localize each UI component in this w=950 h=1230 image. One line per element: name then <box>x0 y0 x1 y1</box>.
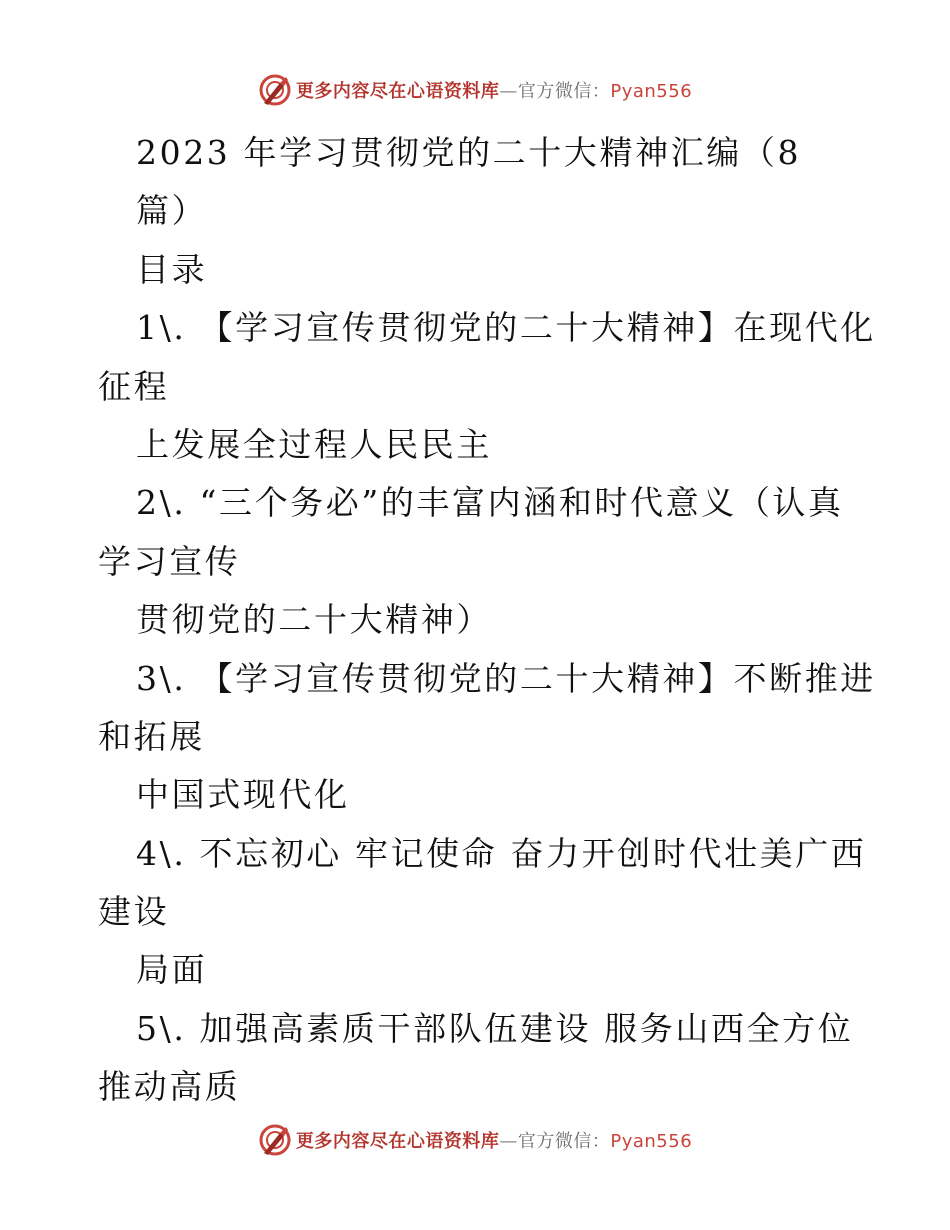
document-body <box>98 124 876 1117</box>
toc-item-5-line-1: 5\. 加强高素质干部队伍建设 服务山西全方位 <box>136 1008 854 1048</box>
toc-item-3-line-3: 中国式现代化 <box>136 775 350 815</box>
toc-heading: 目录 <box>136 249 208 289</box>
toc-item-1-line-3: 上发展全过程人民民主 <box>136 424 492 464</box>
pen-logo-icon <box>258 1123 292 1157</box>
pen-logo-icon <box>258 73 292 107</box>
watermark-wechat-id: Pyan556 <box>610 81 693 102</box>
toc-item-1-line-1: 1\. 【学习宣传贯彻党的二十大精神】在现代化 <box>136 308 876 348</box>
footer-watermark <box>0 1120 950 1160</box>
watermark-text <box>296 1127 692 1153</box>
toc-item-3-line-2: 和拓展 <box>98 716 205 756</box>
watermark-text <box>296 77 692 103</box>
toc-item-1-line-2: 征程 <box>98 366 170 406</box>
watermark-main: 更多内容尽在心语资料库 <box>295 81 500 102</box>
watermark-wechat-id: Pyan556 <box>610 1131 693 1152</box>
watermark-separator: — <box>499 81 518 102</box>
header-watermark <box>0 70 950 110</box>
toc-item-5-line-2: 推动高质 <box>98 1067 241 1107</box>
toc-item-2-line-2: 学习宣传 <box>98 541 241 581</box>
toc-item-4-line-3: 局面 <box>136 950 208 990</box>
toc-item-2-line-3: 贯彻党的二十大精神） <box>136 600 492 640</box>
title-line-1: 2023 年学习贯彻党的二十大精神汇编（8 <box>136 133 802 172</box>
title-line-2: 篇） <box>136 191 208 231</box>
toc-item-2-line-1: 2\. “三个务必”的丰富内涵和时代意义（认真 <box>136 483 844 523</box>
watermark-wechat-label: 官方微信： <box>517 81 611 102</box>
watermark-main: 更多内容尽在心语资料库 <box>295 1131 500 1152</box>
watermark-wechat-label: 官方微信： <box>517 1131 611 1152</box>
toc-item-4-line-2: 建设 <box>98 892 170 932</box>
toc-item-3-line-1: 3\. 【学习宣传贯彻党的二十大精神】不断推进 <box>136 658 876 698</box>
toc-item-4-line-1: 4\. 不忘初心 牢记使命 奋力开创时代壮美广西 <box>136 833 867 873</box>
watermark-separator: — <box>499 1131 518 1152</box>
